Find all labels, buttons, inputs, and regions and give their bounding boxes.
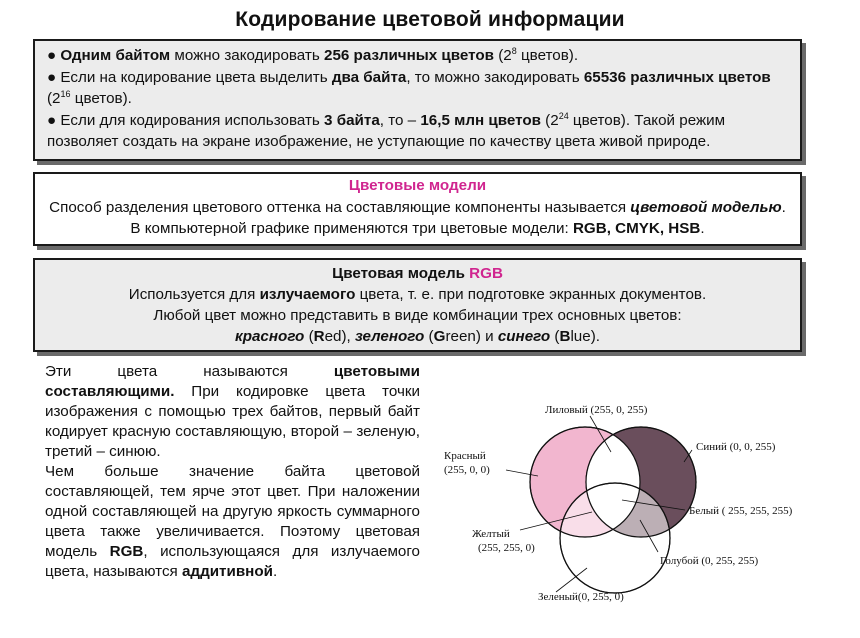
rgb-line-3: красного (Red), зеленого (Green) и синего (Blue). [235,328,600,345]
rgb-venn-diagram [430,392,830,607]
paragraph-additive: Чем больше значение байта цветовой составляющей, тем ярче этот цвет. При наложении одной составляющей на другую яркость суммарного цвета также увеличивается. Поэтому цветовая модель RGB, использующаяся для излучаемого цвета, называются аддитивной. [45,463,421,580]
rgb-heading: Цветовая модель RGB [332,265,503,282]
label-lilac: Лиловый (255, 0, 255) [545,404,648,416]
label-red-value: (255, 0, 0) [444,464,490,476]
label-yellow-name: Желтый [472,528,510,540]
color-models-heading: Цветовые модели [348,177,487,194]
color-models-box [33,172,802,246]
rgb-line-2: Любой цвет можно представить в виде комбинации трех основных цветов: [153,307,682,324]
label-blue: Синий (0, 0, 255) [696,441,776,453]
label-white: Белый ( 255, 255, 255) [689,505,793,517]
label-red-name: Красный [444,450,486,462]
paragraph-components: Эти цвета называются цветовыми составляющими. При кодировке цвета точки изображения с помощью трех байтов, первый байт кодирует красную составляющую, второй – зеленую, третий – синюю. [45,363,420,460]
label-green: Зеленый(0, 255, 0) [538,591,624,603]
rgb-model-box [33,258,802,352]
rgb-explanation [45,362,420,582]
rgb-line-1: Используется для излучаемого цвета, т. е. при подготовке экранных документов. [128,286,707,303]
color-models-text: Способ разделения цветового оттенка на составляющие компоненты называется цветовой моделью. В компьютерной графике применяются три цветовые модели: RGB, CMYK, HSB. [49,198,786,237]
label-yellow-value: (255, 255, 0) [478,542,535,554]
page-title: Кодирование цветовой информации [235,8,625,31]
label-cyan: Голубой (0, 255, 255) [660,555,759,567]
byte-encoding-box [33,39,802,161]
bullet-one-byte: ● Одним байтом можно закодировать 256 различных цветов ($2^8$ цветов). [47,45,579,64]
bullet-three-bytes: ● Если для кодирования использовать 3 байта, то – 16,5 млн цветов ($2^{24}$ цветов). Такой режим позволяет создать на экране изображение, не уступающие по качеству цвета живой природе. [47,110,726,150]
bullet-two-bytes: ● Если на кодирование цвета выделить два байта, то можно закодировать 65536 различных цветов ($2^{16}$ цветов). [47,68,771,107]
